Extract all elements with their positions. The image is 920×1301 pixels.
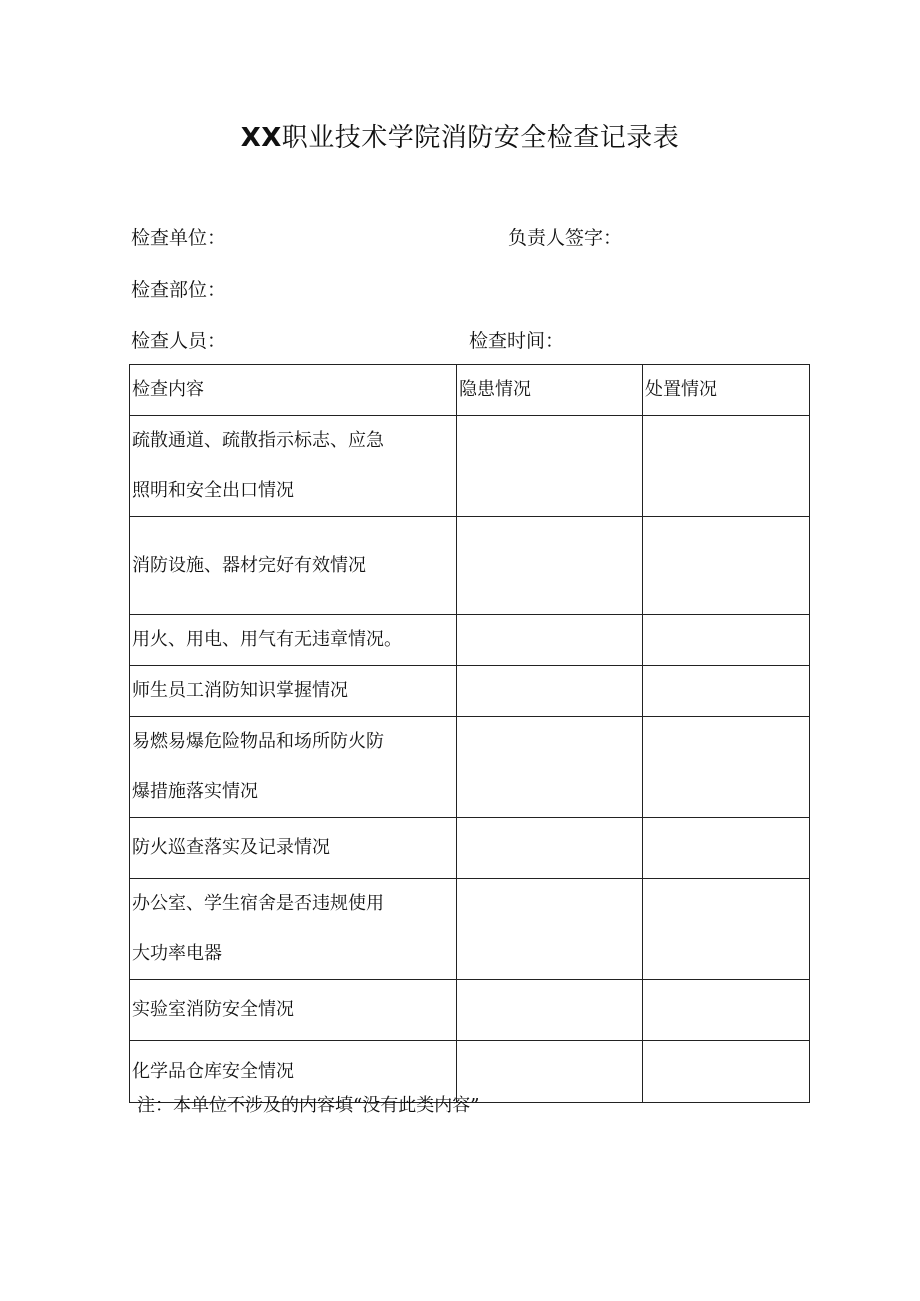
row-handling-cell[interactable] [643, 717, 810, 818]
row-content-line2: 大功率电器 [132, 943, 222, 964]
header-content: 检查内容 [130, 365, 457, 416]
row-handling-cell[interactable] [643, 416, 810, 517]
row-hazard-cell[interactable] [457, 818, 643, 879]
row-hazard-cell[interactable] [457, 1041, 643, 1103]
inspection-area-label: 检查部位： [131, 279, 227, 301]
row-content-line1: 疏散通道、疏散指示标志、应急 [132, 430, 384, 451]
row-handling-cell[interactable] [643, 1041, 810, 1103]
row-content [130, 879, 457, 980]
row-hazard-cell[interactable] [457, 517, 643, 615]
table-row [130, 717, 810, 818]
row-content: 防火巡查落实及记录情况 [130, 818, 457, 879]
inspection-unit-label: 检查单位： [131, 227, 227, 249]
footnote: 注：本单位不涉及的内容填“没有此类内容” [137, 1095, 480, 1116]
row-content [130, 717, 457, 818]
title-main: 职业技术学院消防安全检查记录表 [281, 123, 680, 153]
row-hazard-cell[interactable] [457, 615, 643, 666]
row-content: 实验室消防安全情况 [130, 980, 457, 1041]
table-row [130, 517, 810, 615]
row-hazard-cell[interactable] [457, 980, 643, 1041]
inspector-label: 检查人员： [131, 330, 227, 352]
row-content-line1: 易燃易爆危险物品和场所防火防 [132, 731, 384, 752]
row-content: 师生员工消防知识掌握情况 [130, 666, 457, 717]
table-row [130, 980, 810, 1041]
table-row [130, 818, 810, 879]
row-content: 用火、用电、用气有无违章情况。 [130, 615, 457, 666]
row-content: 消防设施、器材完好有效情况 [130, 517, 457, 615]
row-handling-cell[interactable] [643, 818, 810, 879]
row-content: 化学品仓库安全情况 [130, 1041, 457, 1103]
row-hazard-cell[interactable] [457, 416, 643, 517]
row-handling-cell[interactable] [643, 517, 810, 615]
row-content-line1: 办公室、学生宿舍是否违规使用 [132, 893, 384, 914]
row-hazard-cell[interactable] [457, 666, 643, 717]
table-row [130, 879, 810, 980]
page-title [0, 118, 920, 158]
row-handling-cell[interactable] [643, 879, 810, 980]
supervisor-signature-label: 负责人签字： [508, 227, 623, 249]
inspection-record-table [129, 364, 810, 1103]
inspection-time-label: 检查时间： [469, 330, 565, 352]
row-content-line2: 爆措施落实情况 [132, 781, 258, 802]
row-handling-cell[interactable] [643, 980, 810, 1041]
row-handling-cell[interactable] [643, 666, 810, 717]
row-content-line2: 照明和安全出口情况 [132, 480, 294, 501]
table-row [130, 416, 810, 517]
table-row [130, 615, 810, 666]
row-handling-cell[interactable] [643, 615, 810, 666]
header-hazard: 隐患情况 [457, 365, 643, 416]
row-hazard-cell[interactable] [457, 879, 643, 980]
table-header-row [130, 365, 810, 416]
row-content [130, 416, 457, 517]
header-handling: 处置情况 [643, 365, 810, 416]
row-hazard-cell[interactable] [457, 717, 643, 818]
title-prefix: XX [240, 123, 282, 153]
table-row [130, 666, 810, 717]
